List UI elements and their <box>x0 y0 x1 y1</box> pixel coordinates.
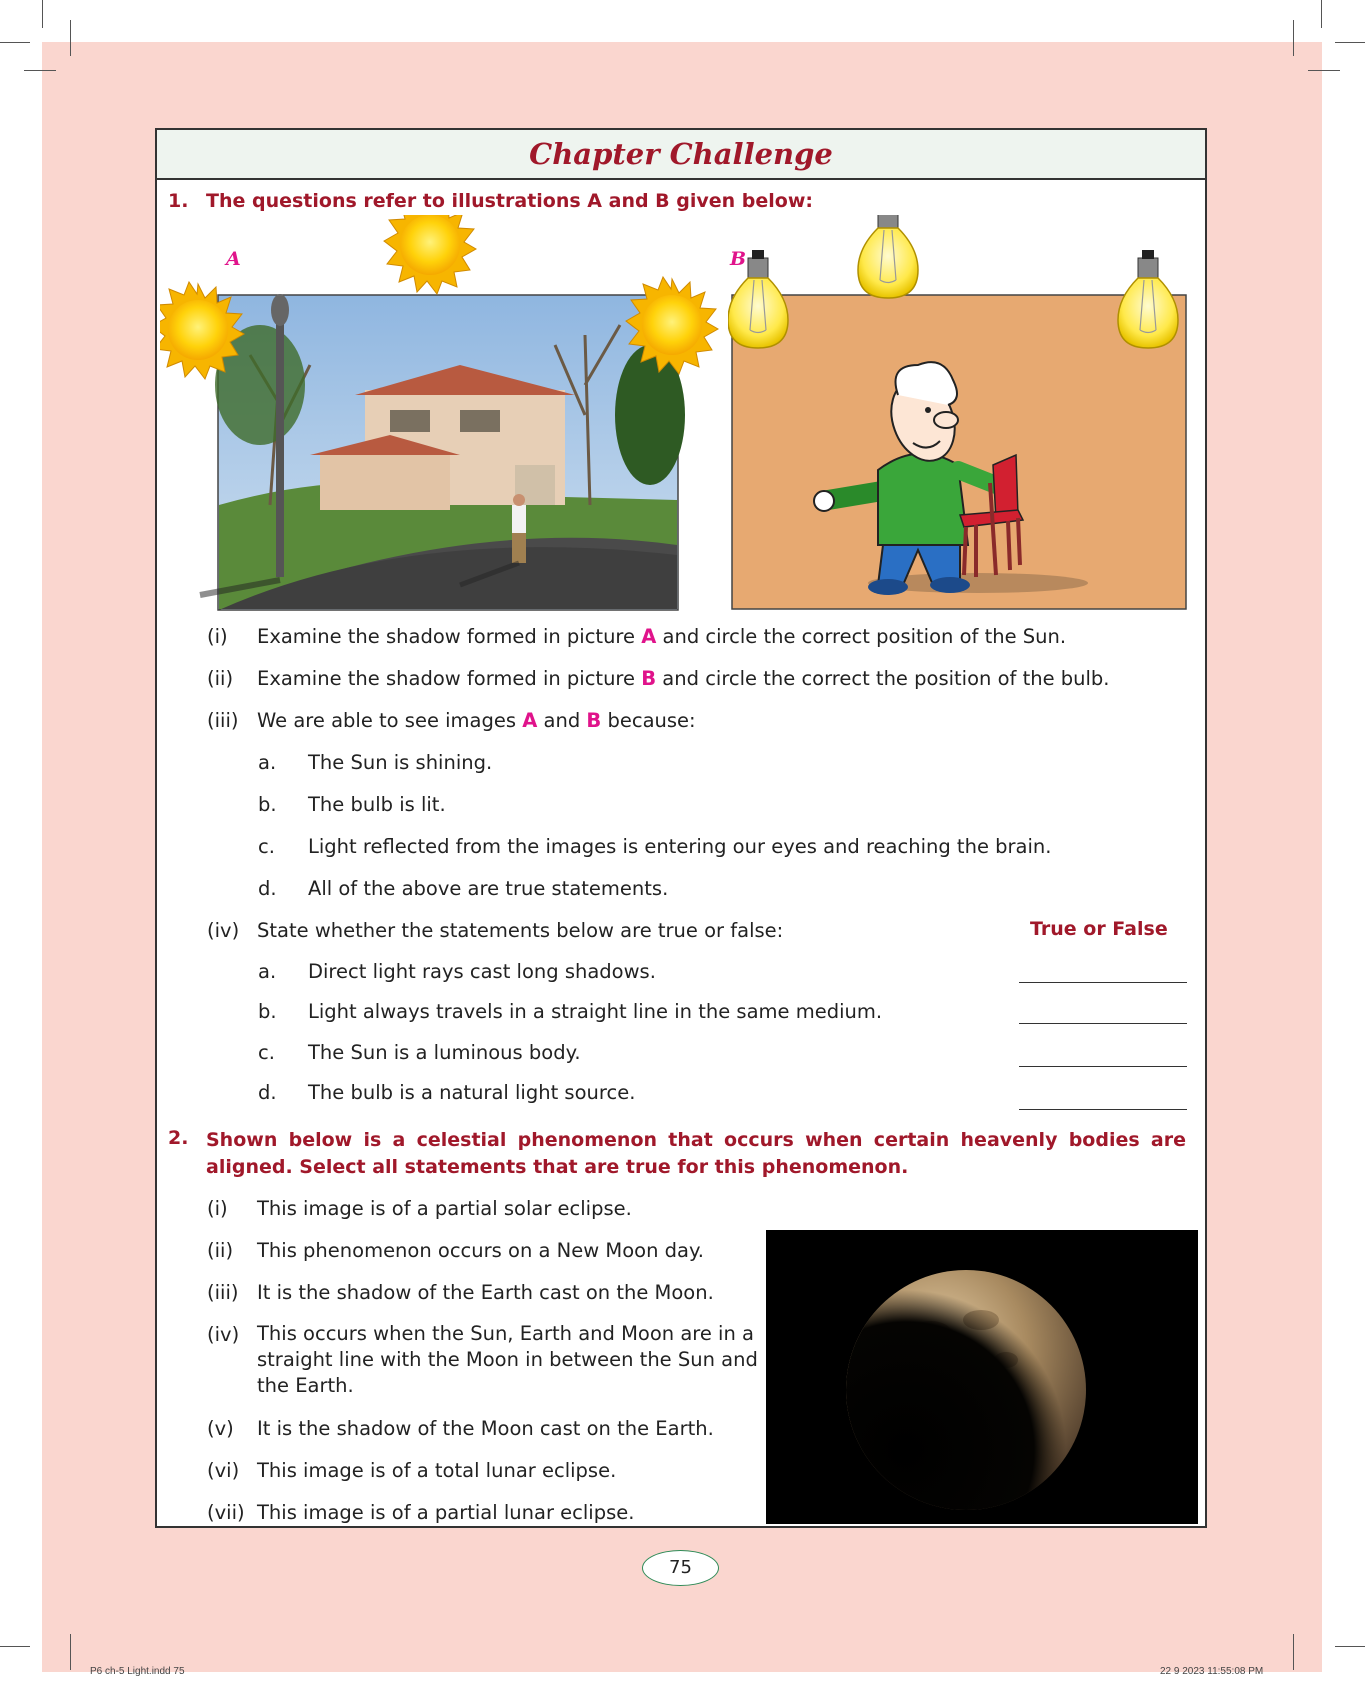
option-text: The Sun is shining. <box>308 751 493 774</box>
question-number: 2. <box>168 1127 189 1149</box>
part-number: (i) <box>207 625 228 648</box>
highlight-b: B <box>586 709 602 732</box>
item-text: This image is of a partial lunar eclipse. <box>257 1501 635 1524</box>
part-number: (iv) <box>207 919 240 942</box>
crop-mark <box>1308 70 1340 71</box>
option-letter: d. <box>258 877 277 900</box>
option-letter: b. <box>258 793 277 816</box>
item-text: This phenomenon occurs on a New Moon day. <box>257 1239 704 1262</box>
crop-mark <box>1293 20 1294 56</box>
answer-blank-b[interactable] <box>1019 1023 1187 1024</box>
highlight-a: A <box>522 709 538 732</box>
crop-mark <box>0 1646 30 1647</box>
slug-left: P6 ch-5 Light.indd 75 <box>90 1666 185 1677</box>
part-text-end: because: <box>601 709 696 732</box>
item-number: (v) <box>207 1417 234 1440</box>
question-text: The questions refer to illustrations A and B given below: <box>206 190 814 212</box>
answer-blank-c[interactable] <box>1019 1066 1187 1067</box>
label-b: B <box>730 248 747 270</box>
item-number: (ii) <box>207 1239 234 1262</box>
option-letter: a. <box>258 751 277 774</box>
statement-text: Direct light rays cast long shadows. <box>308 960 656 983</box>
crop-mark <box>1293 1634 1294 1670</box>
item-number: (vii) <box>207 1501 245 1524</box>
crop-mark <box>70 1634 71 1670</box>
page-number: 75 <box>642 1550 719 1586</box>
part-text <box>257 709 696 732</box>
statement-letter: c. <box>258 1041 275 1064</box>
option-text: The bulb is lit. <box>308 793 446 816</box>
item-number: (vi) <box>207 1459 240 1482</box>
bulb-right <box>1118 250 1178 348</box>
part-text-start: Examine the shadow formed in picture <box>257 667 642 690</box>
option-text: All of the above are true statements. <box>308 877 669 900</box>
option-text: Light reflected from the images is entering our eyes and reaching the brain. <box>308 835 1052 858</box>
option-letter: c. <box>258 835 275 858</box>
q2-item-iv-text: This occurs when the Sun, Earth and Moon are in a straight line with the Moon in between the Sun and the Earth. <box>257 1322 758 1397</box>
bulb-top <box>858 215 918 298</box>
item-text: It is the shadow of the Earth cast on the Moon. <box>257 1281 714 1304</box>
crop-mark <box>0 42 30 43</box>
question-text: Shown below is a celestial phenomenon that occurs when certain heavenly bodies are aligned. Select all statements that are true for this phenomenon. <box>206 1129 1186 1178</box>
question-2 <box>168 1127 1188 1183</box>
part-text-start: Examine the shadow formed in picture <box>257 625 642 648</box>
question-1 <box>168 190 1068 214</box>
statement-text: The Sun is a luminous body. <box>308 1041 581 1064</box>
bulb-left <box>728 250 788 348</box>
part-text <box>257 667 1110 690</box>
answer-blank-d[interactable] <box>1019 1109 1187 1110</box>
statement-text: Light always travels in a straight line in the same medium. <box>308 1000 883 1023</box>
part-number: (iii) <box>207 709 239 732</box>
label-a: A <box>226 248 241 270</box>
illustration-b <box>728 215 1198 615</box>
part-text-end: and circle the correct position of the Sun. <box>656 625 1067 648</box>
statement-letter: d. <box>258 1081 277 1104</box>
crop-mark <box>70 20 71 56</box>
illustration-a <box>160 215 720 615</box>
chapter-title-bar <box>157 130 1205 180</box>
crop-mark <box>1335 42 1365 43</box>
sun-top <box>384 215 476 294</box>
item-text: This image is of a partial solar eclipse. <box>257 1197 632 1220</box>
answer-blank-a[interactable] <box>1019 982 1187 983</box>
statement-letter: b. <box>258 1000 277 1023</box>
item-number: (iii) <box>207 1281 239 1304</box>
question-number: 1. <box>168 190 189 212</box>
statement-text: The bulb is a natural light source. <box>308 1081 636 1104</box>
part-number: (ii) <box>207 667 234 690</box>
part-text-mid: and <box>537 709 587 732</box>
item-text: It is the shadow of the Moon cast on the Earth. <box>257 1417 714 1440</box>
highlight-b: B <box>641 667 657 690</box>
item-number: (i) <box>207 1197 228 1220</box>
crop-mark <box>42 0 43 28</box>
crop-mark <box>1321 0 1322 28</box>
part-text: State whether the statements below are true or false: <box>257 919 784 942</box>
item-number: (iv) <box>207 1323 240 1346</box>
slug-right: 22 9 2023 11:55:08 PM <box>1160 1666 1264 1677</box>
part-text-end: and circle the correct the position of the bulb. <box>656 667 1110 690</box>
part-text-start: We are able to see images <box>257 709 523 732</box>
chapter-title: Chapter Challenge <box>529 137 833 171</box>
statement-letter: a. <box>258 960 277 983</box>
highlight-a: A <box>641 625 657 648</box>
true-false-header: True or False <box>1030 918 1168 940</box>
eclipse-photo <box>766 1230 1198 1524</box>
crop-mark <box>24 70 56 71</box>
part-text <box>257 625 1066 648</box>
crop-mark <box>1335 1646 1365 1647</box>
item-text: This image is of a total lunar eclipse. <box>257 1459 617 1482</box>
